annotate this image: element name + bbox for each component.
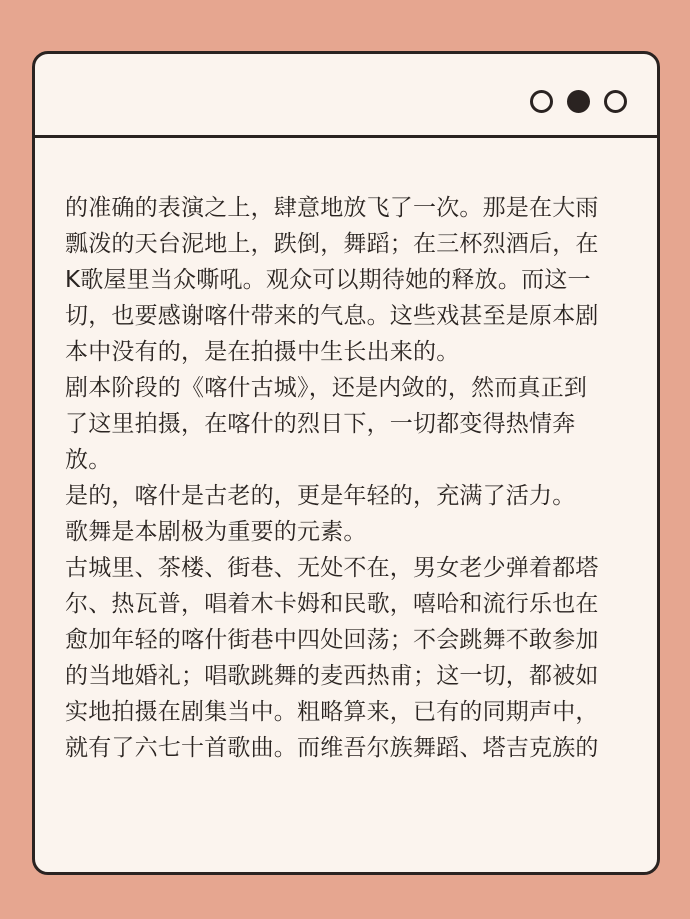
- text-line: 实地拍摄在剧集当中。粗略算来，已有的同期声中，: [65, 699, 599, 725]
- text-line: 歌舞是本剧极为重要的元素。: [65, 519, 367, 545]
- text-line: 古城里、茶楼、街巷、无处不在，男女老少弹着都塔: [65, 555, 599, 581]
- window-controls: [530, 90, 627, 113]
- text-line: 放。: [65, 447, 112, 473]
- text-line: 切，也要感谢喀什带来的气息。这些戏甚至是原本剧: [65, 303, 599, 329]
- text-window: [32, 51, 660, 875]
- circle-outline-icon[interactable]: [530, 90, 553, 113]
- text-line: 尔、热瓦普，唱着木卡姆和民歌，嘻哈和流行乐也在: [65, 591, 599, 617]
- text-line: 的当地婚礼；唱歌跳舞的麦西热甫；这一切，都被如: [65, 663, 599, 689]
- text-line: 剧本阶段的《喀什古城》，还是内敛的，然而真正到: [65, 375, 588, 401]
- text-line: 是的，喀什是古老的，更是年轻的，充满了活力。: [65, 483, 576, 509]
- text-line: K歌屋里当众嘶吼。观众可以期待她的释放。而这一: [65, 267, 591, 293]
- text-line: 本中没有的，是在拍摄中生长出来的。: [65, 339, 460, 365]
- circle-outline-icon[interactable]: [604, 90, 627, 113]
- text-line: 的准确的表演之上，肆意地放飞了一次。那是在大雨: [65, 195, 599, 221]
- article-text: [65, 190, 635, 766]
- text-line: 就有了六七十首歌曲。而维吾尔族舞蹈、塔吉克族的: [65, 735, 599, 761]
- text-line: 瓢泼的天台泥地上，跌倒，舞蹈；在三杯烈酒后，在: [65, 231, 599, 257]
- window-titlebar: [35, 54, 657, 138]
- text-line: 愈加年轻的喀什街巷中四处回荡；不会跳舞不敢参加: [65, 627, 599, 653]
- circle-filled-icon[interactable]: [567, 90, 590, 113]
- text-line: 了这里拍摄，在喀什的烈日下，一切都变得热情奔: [65, 411, 576, 437]
